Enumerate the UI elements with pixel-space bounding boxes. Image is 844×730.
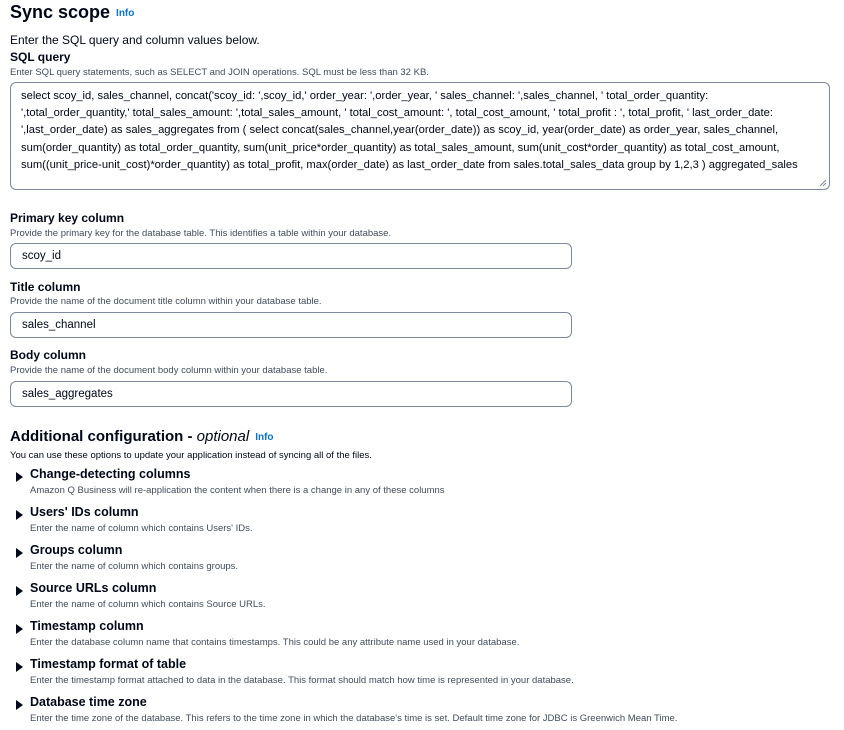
body-column-input[interactable]: sales_aggregates (10, 381, 572, 407)
sql-query-label: SQL query (10, 50, 71, 64)
sync-scope-heading (10, 2, 134, 23)
expander-database-time-zone[interactable] (10, 695, 834, 729)
additional-configuration-info-link[interactable]: Info (255, 432, 274, 443)
sql-query-description: Enter SQL query statements, such as SELECT and JOIN operations. SQL must be less than 32 KB. (10, 67, 429, 78)
primary-key-description: Provide the primary key for the database table. This identifies a table within your database. (10, 228, 392, 239)
title-column-label: Title column (10, 280, 81, 294)
expander-description: Enter the timestamp format attached to data in the database. This format should match how time is represented in your database. (30, 675, 574, 686)
expander-timestamp-column[interactable] (10, 619, 834, 653)
expander-description: Enter the database column name that contains timestamps. This could be any attribute name used in your database. (30, 637, 520, 648)
body-column-description: Provide the name of the document body column within your database table. (10, 365, 328, 376)
expander-change-detecting-columns[interactable] (10, 467, 834, 501)
sync-scope-intro: Enter the SQL query and column values below. (10, 33, 260, 47)
sql-query-textarea[interactable] (10, 82, 830, 190)
primary-key-label: Primary key column (10, 211, 125, 225)
expander-title: Database time zone (30, 695, 147, 709)
primary-key-input[interactable]: scoy_id (10, 243, 572, 269)
expander-description: Enter the time zone of the database. This refers to the time zone in which the database's time is set. Default time zone for JDBC is Greenwich Mean Time. (30, 713, 678, 724)
expander-description: Enter the name of column which contains Users' IDs. (30, 523, 253, 534)
expander-title: Source URLs column (30, 581, 157, 595)
additional-configuration-title: Additional configuration - (10, 428, 197, 445)
optional-label: optional (196, 428, 250, 445)
expander-title: Change-detecting columns (30, 467, 191, 481)
expander-groups-column[interactable] (10, 543, 834, 577)
expander-title: Groups column (30, 543, 123, 557)
caret-right-icon (16, 624, 23, 634)
sync-scope-title: Sync scope (10, 2, 111, 22)
caret-right-icon (16, 510, 23, 520)
expander-title: Users' IDs column (30, 505, 139, 519)
expander-source-urls-column[interactable] (10, 581, 834, 615)
expander-timestamp-format[interactable] (10, 657, 834, 691)
title-column-input[interactable]: sales_channel (10, 312, 572, 338)
caret-right-icon (16, 662, 23, 672)
caret-right-icon (16, 472, 23, 482)
sync-scope-info-link[interactable]: Info (116, 8, 135, 19)
title-column-description: Provide the name of the document title column within your database table. (10, 296, 322, 307)
caret-right-icon (16, 586, 23, 596)
resize-handle-icon[interactable] (819, 179, 827, 187)
expander-description: Amazon Q Business will re-application the content when there is a change in any of these columns (30, 485, 445, 496)
caret-right-icon (16, 700, 23, 710)
expander-users-ids-column[interactable] (10, 505, 834, 539)
expander-description: Enter the name of column which contains groups. (30, 561, 239, 572)
expander-description: Enter the name of column which contains Source URLs. (30, 599, 266, 610)
additional-configuration-description: You can use these options to update your application instead of syncing all of the files. (10, 450, 372, 461)
body-column-label: Body column (10, 348, 87, 362)
expander-title: Timestamp format of table (30, 657, 187, 671)
expander-title: Timestamp column (30, 619, 144, 633)
additional-configuration-heading (10, 428, 274, 445)
sql-query-value: select scoy_id, sales_channel, concat('scoy_id: ',scoy_id,' order_year: ',order_year, ' sales_channel: ',sales_channel, ' total_order_quantity: ',total_order_quantity,' total_sales_amount: ',total_sales_amount, ' total_cost_amount: ', total_cost_amount, ' total_profit : ', total_profit, ' last_order_date: ',last_order_date) as sales_aggregates from ( select concat(sales_channel,year(order_date)) as scoy_id, year(order_date) as order_year, sales_channel, sum(order_quantity) as total_order_quantity, sum(unit_price*order_quantity) as total_sales_amount, sum(unit_cost*order_quantity) as total_cost_amount, sum((unit_price-unit_cost)*order_quantity) as total_profit, max(order_date) as last_order_date from sales.total_sales_data group by 1,2,3 ) aggregated_sales (21, 90, 798, 171)
caret-right-icon (16, 548, 23, 558)
